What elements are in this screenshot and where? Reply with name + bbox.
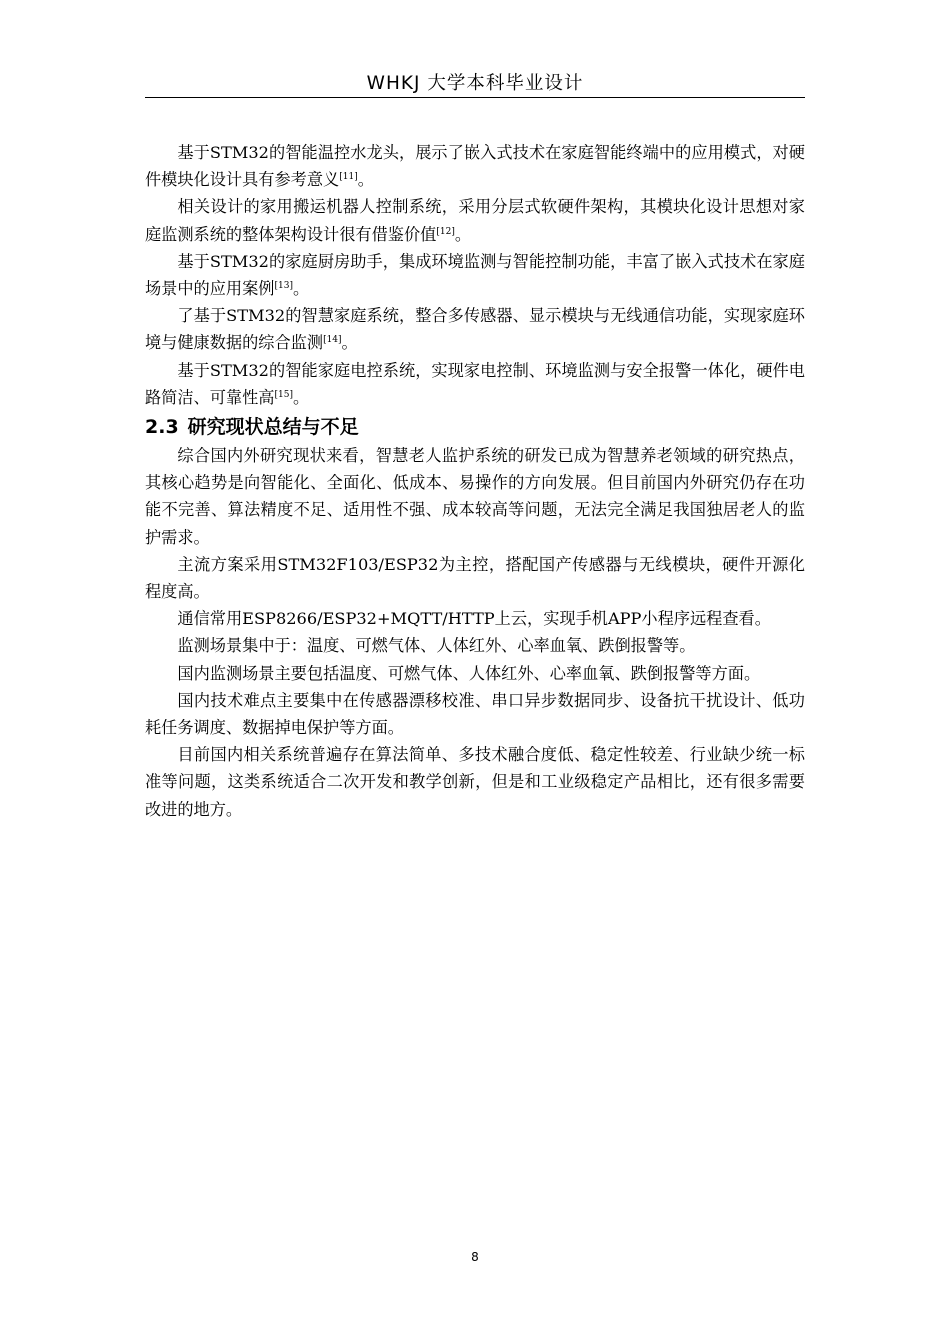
- header-divider: [145, 97, 805, 98]
- page-header: [145, 70, 805, 97]
- paragraph-text: 基于STM32的家庭厨房助手，集成环境监测与智能控制功能，丰富了嵌入式技术在家庭场景中的应用案例: [145, 251, 805, 299]
- section-title: 研究现状总结与不足: [187, 416, 359, 439]
- citation-marker: [14]: [323, 335, 342, 346]
- document-body: [145, 139, 805, 823]
- paragraph-tail: 。: [292, 387, 310, 407]
- paragraph-text: 基于STM32的智能家庭电控系统，实现家电控制、环境监测与安全报警一体化，硬件电路简洁、可靠性高: [145, 360, 805, 407]
- paragraph-ref-13: [145, 248, 805, 302]
- section-heading: [145, 412, 805, 442]
- citation-marker: [12]: [436, 226, 455, 237]
- paragraph-ref-15: [145, 357, 805, 411]
- paragraph-summary: 综合国内外研究现状来看，智慧老人监护系统的研发已成为智慧养老领域的研究热点，其核心趋势是向智能化、全面化、低成本、易操作的方向发展。但目前国内外研究仍存在功能不完善、算法精度不足、适用性不强、成本较高等问题，无法完全满足我国独居老人的监护需求。: [145, 446, 805, 547]
- paragraph-ref-11: [145, 139, 805, 193]
- paragraph-text: 基于STM32的智能温控水龙头，展示了嵌入式技术在家庭智能终端中的应用模式，对硬件模块化设计具有参考意义: [145, 143, 805, 190]
- citation-marker: [15]: [274, 389, 293, 400]
- paragraph-ref-14: [145, 302, 805, 356]
- paragraph-tail: 。: [292, 279, 310, 299]
- paragraph-communication: 通信常用ESP8266/ESP32+MQTT/HTTP上云，实现手机APP小程序远程查看。: [177, 609, 771, 629]
- paragraph-mainstream: 主流方案采用STM32F103/ESP32为主控，搭配国产传感器与无线模块，硬件开源化程度高。: [145, 554, 805, 602]
- paragraph-text: 了基于STM32的智慧家庭系统，整合多传感器、显示模块与无线通信功能，实现家庭环境与健康数据的综合监测: [145, 306, 805, 353]
- citation-marker: [11]: [339, 172, 358, 183]
- section-number: 2.3: [145, 416, 179, 439]
- paragraph-ref-12: [145, 193, 805, 247]
- paragraph-text: 相关设计的家用搬运机器人控制系统，采用分层式软硬件架构，其模块化设计思想对家庭监测系统的整体架构设计很有借鉴价值: [145, 197, 805, 244]
- paragraph-shortcomings: 目前国内相关系统普遍存在算法简单、多技术融合度低、稳定性较差、行业缺少统一标准等问题，这类系统适合二次开发和教学创新，但是和工业级稳定产品相比，还有很多需要改进的地方。: [145, 745, 805, 819]
- paragraph-tail: 。: [357, 170, 374, 190]
- paragraph-difficulties: 国内技术难点主要集中在传感器漂移校准、串口异步数据同步、设备抗干扰设计、低功耗任务调度、数据掉电保护等方面。: [145, 690, 805, 738]
- header-title: WHKJ 大学本科毕业设计: [366, 73, 584, 94]
- paragraph-tail: 。: [454, 224, 472, 244]
- paragraph-domestic-scenarios: 国内监测场景主要包括温度、可燃气体、人体红外、心率血氧、跌倒报警等方面。: [177, 663, 761, 683]
- paragraph-scenarios: 监测场景集中于：温度、可燃气体、人体红外、心率血氧、跌倒报警等。: [177, 636, 696, 656]
- paragraph-tail: 。: [341, 333, 358, 353]
- citation-marker: [13]: [274, 281, 293, 292]
- page-number: 8: [471, 1250, 479, 1264]
